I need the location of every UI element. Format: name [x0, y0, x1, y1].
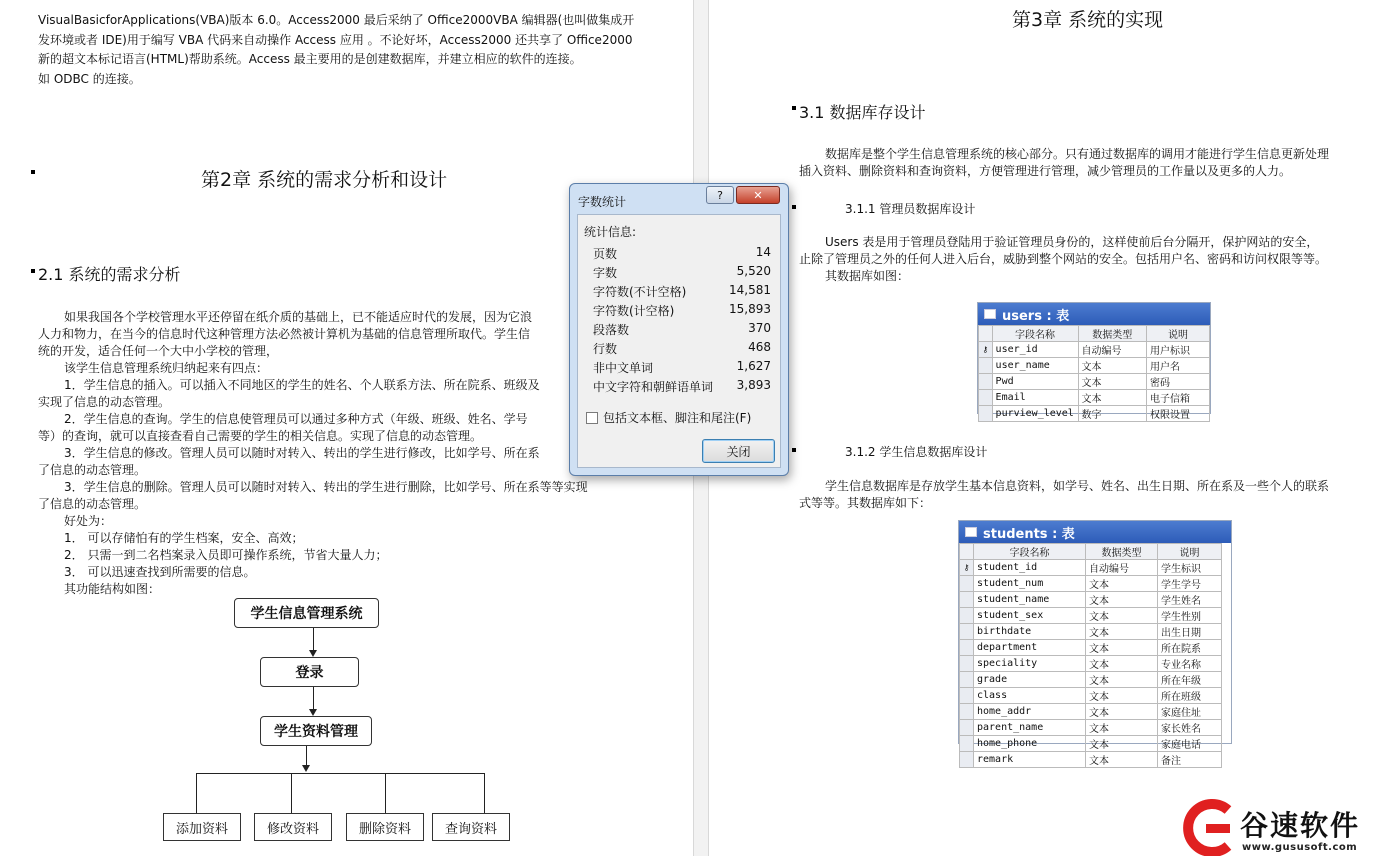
- column-header: 数据类型: [1078, 326, 1147, 342]
- row-selector: [960, 624, 974, 640]
- logo-url: www.gususoft.com: [1242, 842, 1358, 853]
- body-line: 该学生信息管理系统归纳起来有四点：: [64, 361, 269, 375]
- stat-row: [593, 340, 771, 357]
- flow-connector: [306, 746, 307, 766]
- dialog-body: [577, 214, 781, 468]
- table-corner: [979, 326, 993, 342]
- table-cell-type: 文本: [1086, 752, 1158, 768]
- students-table-body: [960, 560, 1222, 768]
- table-cell-desc: 学生标识: [1158, 560, 1222, 576]
- flow-leaf-edit: 修改资料: [254, 813, 332, 841]
- logo-name: 谷速软件: [1240, 809, 1361, 842]
- flow-arrow: [309, 650, 317, 657]
- table-cell-desc: 家长姓名: [1158, 720, 1222, 736]
- flow-connector: [385, 773, 386, 813]
- table-cell-type: 文本: [1078, 358, 1147, 374]
- column-header: 字段名称: [992, 326, 1078, 342]
- close-x-button[interactable]: ✕: [736, 186, 780, 204]
- table-icon: [965, 527, 977, 537]
- table-row: [979, 390, 1210, 406]
- table-cell-field: user_id: [992, 342, 1078, 358]
- row-selector: [960, 656, 974, 672]
- body-line: 统的开发，适合任何一个大中小学校的管理，: [38, 344, 279, 358]
- table-cell-desc: 所在年级: [1158, 672, 1222, 688]
- flow-arrow: [302, 765, 310, 772]
- users-table-window: [977, 302, 1211, 421]
- flow-connector: [291, 773, 292, 813]
- table-row: [960, 672, 1222, 688]
- table-icon: [984, 309, 996, 319]
- flow-arrow: [309, 709, 317, 716]
- table-row: [960, 640, 1222, 656]
- paragraph-mark: [792, 205, 796, 209]
- stat-row: [593, 302, 771, 319]
- flow-login-box: 登录: [260, 657, 359, 687]
- body-line: 实现了信息的动态管理。: [38, 395, 171, 409]
- table-cell-type: 自动编号: [1086, 560, 1158, 576]
- body-line: 止除了管理员之外的任何人进入后台，威胁到整个网站的安全。包括用户名、密码和访问权限等等。: [799, 252, 1328, 266]
- body-line: 了信息的动态管理。: [38, 463, 147, 477]
- body-line: 式等等。其数据库如下：: [799, 496, 932, 510]
- close-button[interactable]: 关闭: [702, 439, 775, 463]
- row-selector: [960, 592, 974, 608]
- students-table: [959, 543, 1222, 768]
- table-cell-desc: 专业名称: [1158, 656, 1222, 672]
- table-row: [960, 608, 1222, 624]
- students-table-title: students : 表: [983, 526, 1075, 542]
- table-cell-field: student_sex: [974, 608, 1086, 624]
- flow-root-box: 学生信息管理系统: [234, 598, 379, 628]
- table-cell-desc: 密码: [1147, 374, 1210, 390]
- body-line: 其数据库如图：: [825, 269, 910, 283]
- table-row: [960, 704, 1222, 720]
- chapter-title: 第3章 系统的实现: [1012, 9, 1164, 31]
- flow-leaf-add: 添加资料: [163, 813, 241, 841]
- table-cell-field: home_phone: [974, 736, 1086, 752]
- row-selector: [979, 390, 993, 406]
- stat-label: 字符数(不计空格): [593, 285, 687, 299]
- stat-label: 行数: [593, 342, 618, 356]
- table-row: [979, 342, 1210, 358]
- stat-value: 14,581: [729, 283, 771, 297]
- users-table-body: [979, 342, 1210, 422]
- primary-key-icon: ⚷: [960, 560, 974, 576]
- table-cell-type: 自动编号: [1078, 342, 1147, 358]
- stat-label: 字数: [593, 266, 618, 280]
- flow-manage-box: 学生资料管理: [260, 716, 372, 746]
- table-row: [960, 624, 1222, 640]
- body-line: 了信息的动态管理。: [38, 497, 147, 511]
- primary-key-icon: ⚷: [979, 342, 993, 358]
- stat-label: 字符数(计空格): [593, 304, 675, 318]
- table-row: [960, 592, 1222, 608]
- body-line: 插入资料、删除资料和查询资料，方便管理进行管理，减少管理员的工作量以及更多的人力。: [799, 164, 1292, 178]
- table-cell-field: speciality: [974, 656, 1086, 672]
- stat-value: 370: [748, 321, 771, 335]
- stat-label: 非中文单词: [593, 361, 654, 375]
- column-header: 说明: [1158, 544, 1222, 560]
- body-line: 数据库是整个学生信息管理系统的核心部分。只有通过数据库的调用才能进行学生信息更新处理: [825, 147, 1330, 161]
- intro-line: 如 ODBC 的连接。: [38, 72, 141, 86]
- table-cell-field: Pwd: [992, 374, 1078, 390]
- students-table-window: [958, 520, 1232, 767]
- table-cell-desc: 学生学号: [1158, 576, 1222, 592]
- stat-row: [593, 321, 771, 338]
- table-cell-desc: 所在院系: [1158, 640, 1222, 656]
- body-line: 3．学生信息的修改。管理人员可以随时对转入、转出的学生进行修改，比如学号、所在系: [64, 446, 540, 460]
- body-line: 好处为：: [64, 514, 113, 528]
- table-cell-desc: 出生日期: [1158, 624, 1222, 640]
- table-cell-desc: 电子信箱: [1147, 390, 1210, 406]
- stat-value: 15,893: [729, 302, 771, 316]
- body-line: 2． 只需一到二名档案录入员即可操作系统，节省大量人力；: [64, 548, 388, 562]
- row-selector: [960, 736, 974, 752]
- row-selector: [960, 576, 974, 592]
- body-line: 3．学生信息的删除。管理人员可以随时对转入、转出的学生进行删除，比如学号、所在系等等实现: [64, 480, 588, 494]
- intro-line: VisualBasicforApplications(VBA)版本 6.0。Access2000 最后采纳了 Office2000VBA 编辑器(也叫做集成开: [38, 13, 635, 27]
- chapter-title: 第2章 系统的需求分析和设计: [201, 169, 448, 191]
- table-cell-desc: 家庭电话: [1158, 736, 1222, 752]
- section-title: 3.1 数据库存设计: [799, 103, 926, 122]
- table-cell-desc: 用户名: [1147, 358, 1210, 374]
- table-cell-desc: 家庭住址: [1158, 704, 1222, 720]
- body-line: 3． 可以迅速查找到所需要的信息。: [64, 565, 256, 579]
- row-selector: [960, 704, 974, 720]
- table-cell-field: student_name: [974, 592, 1086, 608]
- flow-leaf-delete: 删除资料: [346, 813, 424, 841]
- table-corner: [960, 544, 974, 560]
- flow-connector: [196, 773, 197, 813]
- subsection-title: 3.1.2 学生信息数据库设计: [845, 445, 988, 459]
- table-cell-type: 文本: [1086, 608, 1158, 624]
- table-cell-type: 文本: [1086, 688, 1158, 704]
- table-row: [979, 406, 1210, 422]
- row-selector: [960, 688, 974, 704]
- table-cell-type: 文本: [1086, 736, 1158, 752]
- table-cell-field: grade: [974, 672, 1086, 688]
- stat-row: [593, 264, 771, 281]
- stats-section-label: 统计信息:: [584, 225, 637, 239]
- column-header: 字段名称: [974, 544, 1086, 560]
- stat-value: 1,627: [736, 359, 771, 373]
- body-line: Users 表是用于管理员登陆用于验证管理员身份的，这样使前后台分隔开，保护网站的安全，: [825, 235, 1319, 249]
- row-selector: [979, 406, 993, 422]
- checkbox-label: 包括文本框、脚注和尾注(F): [603, 411, 752, 425]
- table-cell-type: 文本: [1086, 672, 1158, 688]
- stat-value: 5,520: [736, 264, 771, 278]
- table-cell-field: department: [974, 640, 1086, 656]
- table-row: [979, 374, 1210, 390]
- stat-label: 中文字符和朝鲜语单词: [593, 380, 714, 394]
- table-cell-field: parent_name: [974, 720, 1086, 736]
- table-cell-field: home_addr: [974, 704, 1086, 720]
- stat-label: 段落数: [593, 323, 630, 337]
- students-table-titlebar: [959, 521, 1231, 543]
- table-cell-field: student_id: [974, 560, 1086, 576]
- table-row: [979, 358, 1210, 374]
- table-cell-desc: 学生性别: [1158, 608, 1222, 624]
- row-selector: [960, 672, 974, 688]
- table-row: [960, 752, 1222, 768]
- intro-line: 新的超文本标记语言(HTML)帮助系统。Access 最主要用的是创建数据库，并建立相应的软件的连接。: [38, 52, 582, 66]
- table-cell-type: 文本: [1086, 656, 1158, 672]
- table-row: [960, 688, 1222, 704]
- row-selector: [960, 720, 974, 736]
- row-selector: [979, 358, 993, 374]
- checkbox-box[interactable]: [586, 412, 598, 424]
- table-cell-field: student_num: [974, 576, 1086, 592]
- body-line: 等）的查询，就可以直接查看自己需要的学生的相关信息。实现了信息的动态管理。: [38, 429, 483, 443]
- intro-line: 发环境或者 IDE)用于编写 VBA 代码来自动操作 Access 应用 。不论好坏，Access2000 还共享了 Office2000: [38, 33, 633, 47]
- stat-label: 页数: [593, 247, 618, 261]
- table-cell-type: 文本: [1086, 704, 1158, 720]
- table-row: [960, 656, 1222, 672]
- table-cell-desc: 备注: [1158, 752, 1222, 768]
- table-cell-desc: 学生姓名: [1158, 592, 1222, 608]
- row-selector: [979, 374, 993, 390]
- column-header: 说明: [1147, 326, 1210, 342]
- body-line: 人力和物力，在当今的信息时代这种管理方法必然被计算机为基础的信息管理所取代。学生信: [38, 327, 531, 341]
- include-textboxes-checkbox[interactable]: [586, 409, 751, 426]
- stat-row: [593, 378, 771, 395]
- word-count-dialog: [569, 183, 789, 476]
- table-cell-field: birthdate: [974, 624, 1086, 640]
- stat-value: 14: [755, 245, 771, 259]
- flow-leaf-query: 查询资料: [432, 813, 510, 841]
- stat-row: [593, 245, 771, 262]
- help-button[interactable]: ?: [706, 186, 734, 204]
- table-cell-type: 文本: [1086, 624, 1158, 640]
- body-line: 学生信息数据库是存放学生基本信息资料，如学号、姓名、出生日期、所在系及一些个人的联系: [825, 479, 1330, 493]
- table-cell-field: purview_level: [992, 406, 1078, 422]
- table-cell-field: class: [974, 688, 1086, 704]
- table-cell-type: 文本: [1086, 640, 1158, 656]
- flow-connector: [484, 773, 485, 813]
- flow-connector: [313, 687, 314, 709]
- table-row: [960, 560, 1222, 576]
- stat-value: 3,893: [736, 378, 771, 392]
- table-cell-field: Email: [992, 390, 1078, 406]
- flow-branch-line: [196, 773, 484, 774]
- table-cell-type: 文本: [1086, 576, 1158, 592]
- body-line: 1．学生信息的插入。可以插入不同地区的学生的姓名、个人联系方法、所在院系、班级及: [64, 378, 540, 392]
- subsection-title: 3.1.1 管理员数据库设计: [845, 202, 976, 216]
- table-cell-type: 文本: [1078, 390, 1147, 406]
- users-table-title: users : 表: [1002, 308, 1070, 324]
- gususoft-logo-icon: [1180, 800, 1236, 856]
- table-cell-field: user_name: [992, 358, 1078, 374]
- paragraph-mark: [31, 269, 35, 273]
- table-cell-desc: 所在班级: [1158, 688, 1222, 704]
- body-line: 1． 可以存储怕有的学生档案，安全、高效；: [64, 531, 304, 545]
- table-row: [960, 720, 1222, 736]
- users-table-titlebar: [978, 303, 1210, 325]
- row-selector: [960, 640, 974, 656]
- table-cell-type: 文本: [1086, 720, 1158, 736]
- gususoft-logo: [1180, 800, 1379, 856]
- table-cell-type: 文本: [1086, 592, 1158, 608]
- table-cell-type: 数字: [1078, 406, 1147, 422]
- table-row: [960, 736, 1222, 752]
- table-cell-field: remark: [974, 752, 1086, 768]
- dialog-title: 字数统计: [578, 195, 627, 209]
- column-header: 数据类型: [1086, 544, 1158, 560]
- paragraph-mark: [31, 170, 35, 174]
- body-line: 如果我国各个学校管理水平还停留在纸介质的基础上，已不能适应时代的发展，因为它浪: [64, 310, 533, 324]
- users-table: [978, 325, 1210, 422]
- section-title: 2.1 系统的需求分析: [38, 265, 181, 284]
- body-line: 2．学生信息的查询。学生的信息使管理员可以通过多种方式（年级、班级、姓名、学号: [64, 412, 528, 426]
- table-row: [960, 576, 1222, 592]
- paragraph-mark: [792, 106, 796, 110]
- table-cell-type: 文本: [1078, 374, 1147, 390]
- row-selector: [960, 752, 974, 768]
- row-selector: [960, 608, 974, 624]
- stat-row: [593, 359, 771, 376]
- body-line: 其功能结构如图：: [64, 582, 161, 596]
- table-cell-desc: 用户标识: [1147, 342, 1210, 358]
- stat-row: [593, 283, 771, 300]
- stat-value: 468: [748, 340, 771, 354]
- table-cell-desc: 权限设置: [1147, 406, 1210, 422]
- paragraph-mark: [792, 448, 796, 452]
- flow-connector: [313, 628, 314, 650]
